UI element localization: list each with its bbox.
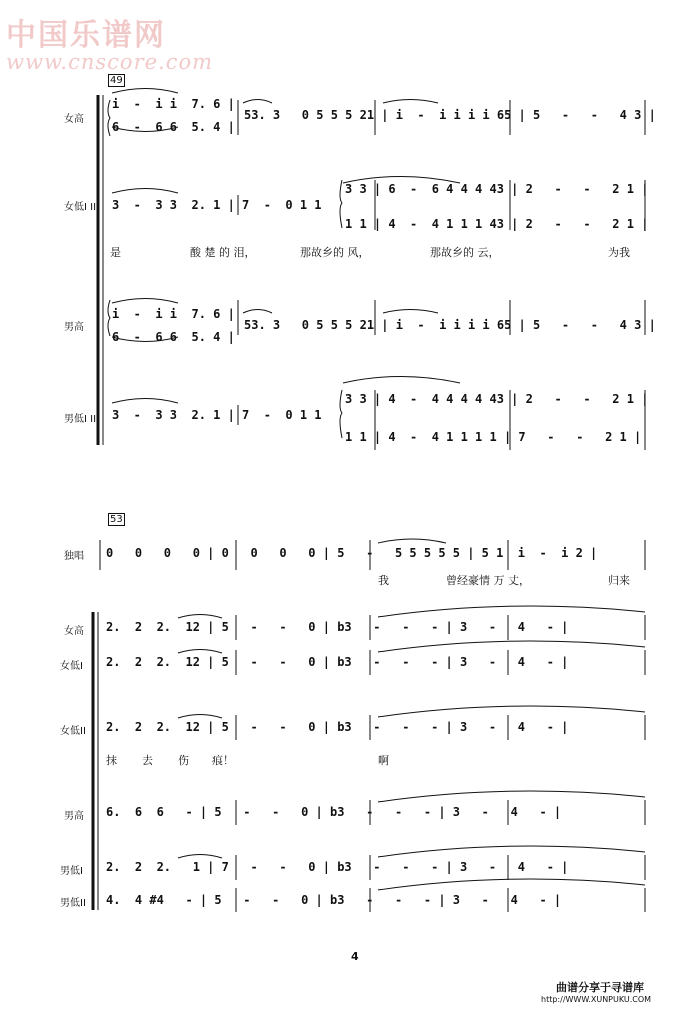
notes-bass-a: 3 - 3 3 2. 1 | 7 - 0 1 1 [112, 408, 322, 422]
choir-lyric-4: 痕！ [212, 754, 234, 767]
lyric-1: 是 [110, 246, 121, 259]
solo-lyric-1: 我 [378, 574, 389, 587]
watermark-title: 中国乐谱网 [6, 18, 166, 53]
part-label-soprano: 女高 [64, 114, 84, 125]
notes-bass-bottom: 1 1 | 4 - 4 1 1 1 1 | 7 - - 2 1 | [345, 430, 642, 444]
notes-bass-top: 3 3 | 4 - 4 4 4 4 43 | 2 - - 2 1 | [345, 392, 649, 406]
lyric-2: 酸 楚 的 泪， [190, 246, 256, 259]
part-label-alto2: 女低II [60, 726, 86, 737]
choir-lyric-5: 啊 [378, 754, 389, 767]
notes-soprano-continued: 53. 3 0 5 5 5 21 | i - i i i i 65 | 5 - - 4 3 | [244, 108, 656, 122]
lyric-4: 那故乡的 云， [430, 246, 500, 259]
notes-tenor-2: 6. 6 6 - | 5 - - 0 | b3 - - - | 3 - 4 - | [106, 805, 562, 819]
solo-lyric-3: 归来 [608, 574, 630, 587]
part-label-bass1: 男低I [60, 866, 83, 877]
notes-alto2: 2. 2 2. 12 | 5 - - 0 | b3 - - - | 3 - 4 - | [106, 720, 569, 734]
notes-alto1: 2. 2 2. 12 | 5 - - 0 | b3 - - - | 3 - 4 - | [106, 655, 569, 669]
part-label-soprano-2: 女高 [64, 626, 84, 637]
lyric-5: 为我 [608, 246, 630, 259]
notes-tenor-continued: 53. 3 0 5 5 5 21 | i - i i i i 65 | 5 - - 4 3 | [244, 318, 656, 332]
measure-number-2: 53 [110, 514, 123, 525]
choir-lyric-1: 抹 [106, 754, 117, 767]
part-label-bass: 男低I II [64, 414, 97, 425]
part-label-alto: 女低I II [64, 202, 97, 213]
notes-tenor-top: i - i i 7. 6 | [112, 307, 235, 321]
watermark-url: www.cnscore.com [6, 50, 214, 74]
notes-alto-top: 3 3 | 6 - 6 4 4 4 43 | 2 - - 2 1 | [345, 182, 649, 196]
notes-bass1: 2. 2 2. 1 | 7 - - 0 | b3 - - - | 3 - 4 - | [106, 860, 569, 874]
notes-soprano-bottom: 6 - 6 6 5. 4 | [112, 120, 235, 134]
part-label-tenor: 男高 [64, 322, 84, 333]
notes-bass2: 4. 4 #4 - | 5 - - 0 | b3 - - - | 3 - 4 - | [106, 893, 562, 907]
measure-number: 49 [110, 75, 123, 86]
footer-site-name: 曲谱分享于寻谱库 [556, 981, 644, 994]
part-label-bass2: 男低II [60, 898, 86, 909]
notes-solo: 0 0 0 0 | 0 0 0 0 | 5 - 5 5 5 5 5 | 5 1 i - i 2 | [106, 546, 598, 560]
notes-soprano-2: 2. 2 2. 12 | 5 - - 0 | b3 - - - | 3 - 4 - | [106, 620, 569, 634]
lyric-3: 那故乡的 风， [300, 246, 370, 259]
notes-tenor-bottom: 6 - 6 6 5. 4 | [112, 330, 235, 344]
page-number: 4 [351, 950, 359, 963]
solo-lyric-2: 曾经豪情 万 丈， [446, 574, 530, 587]
part-label-solo: 独唱 [64, 551, 84, 562]
notes-alto-bottom: 1 1 | 4 - 4 1 1 1 43 | 2 - - 2 1 | [345, 217, 649, 231]
notes-alto-a: 3 - 3 3 2. 1 | 7 - 0 1 1 [112, 198, 322, 212]
choir-lyric-2: 去 [142, 754, 153, 767]
part-label-alto1: 女低I [60, 661, 83, 672]
notes-soprano-top: i - i i 7. 6 | [112, 97, 235, 111]
part-label-tenor-2: 男高 [64, 811, 84, 822]
footer-url[interactable]: http://WWW.XUNPUKU.COM [541, 995, 652, 1004]
choir-lyric-3: 伤 [178, 754, 189, 767]
